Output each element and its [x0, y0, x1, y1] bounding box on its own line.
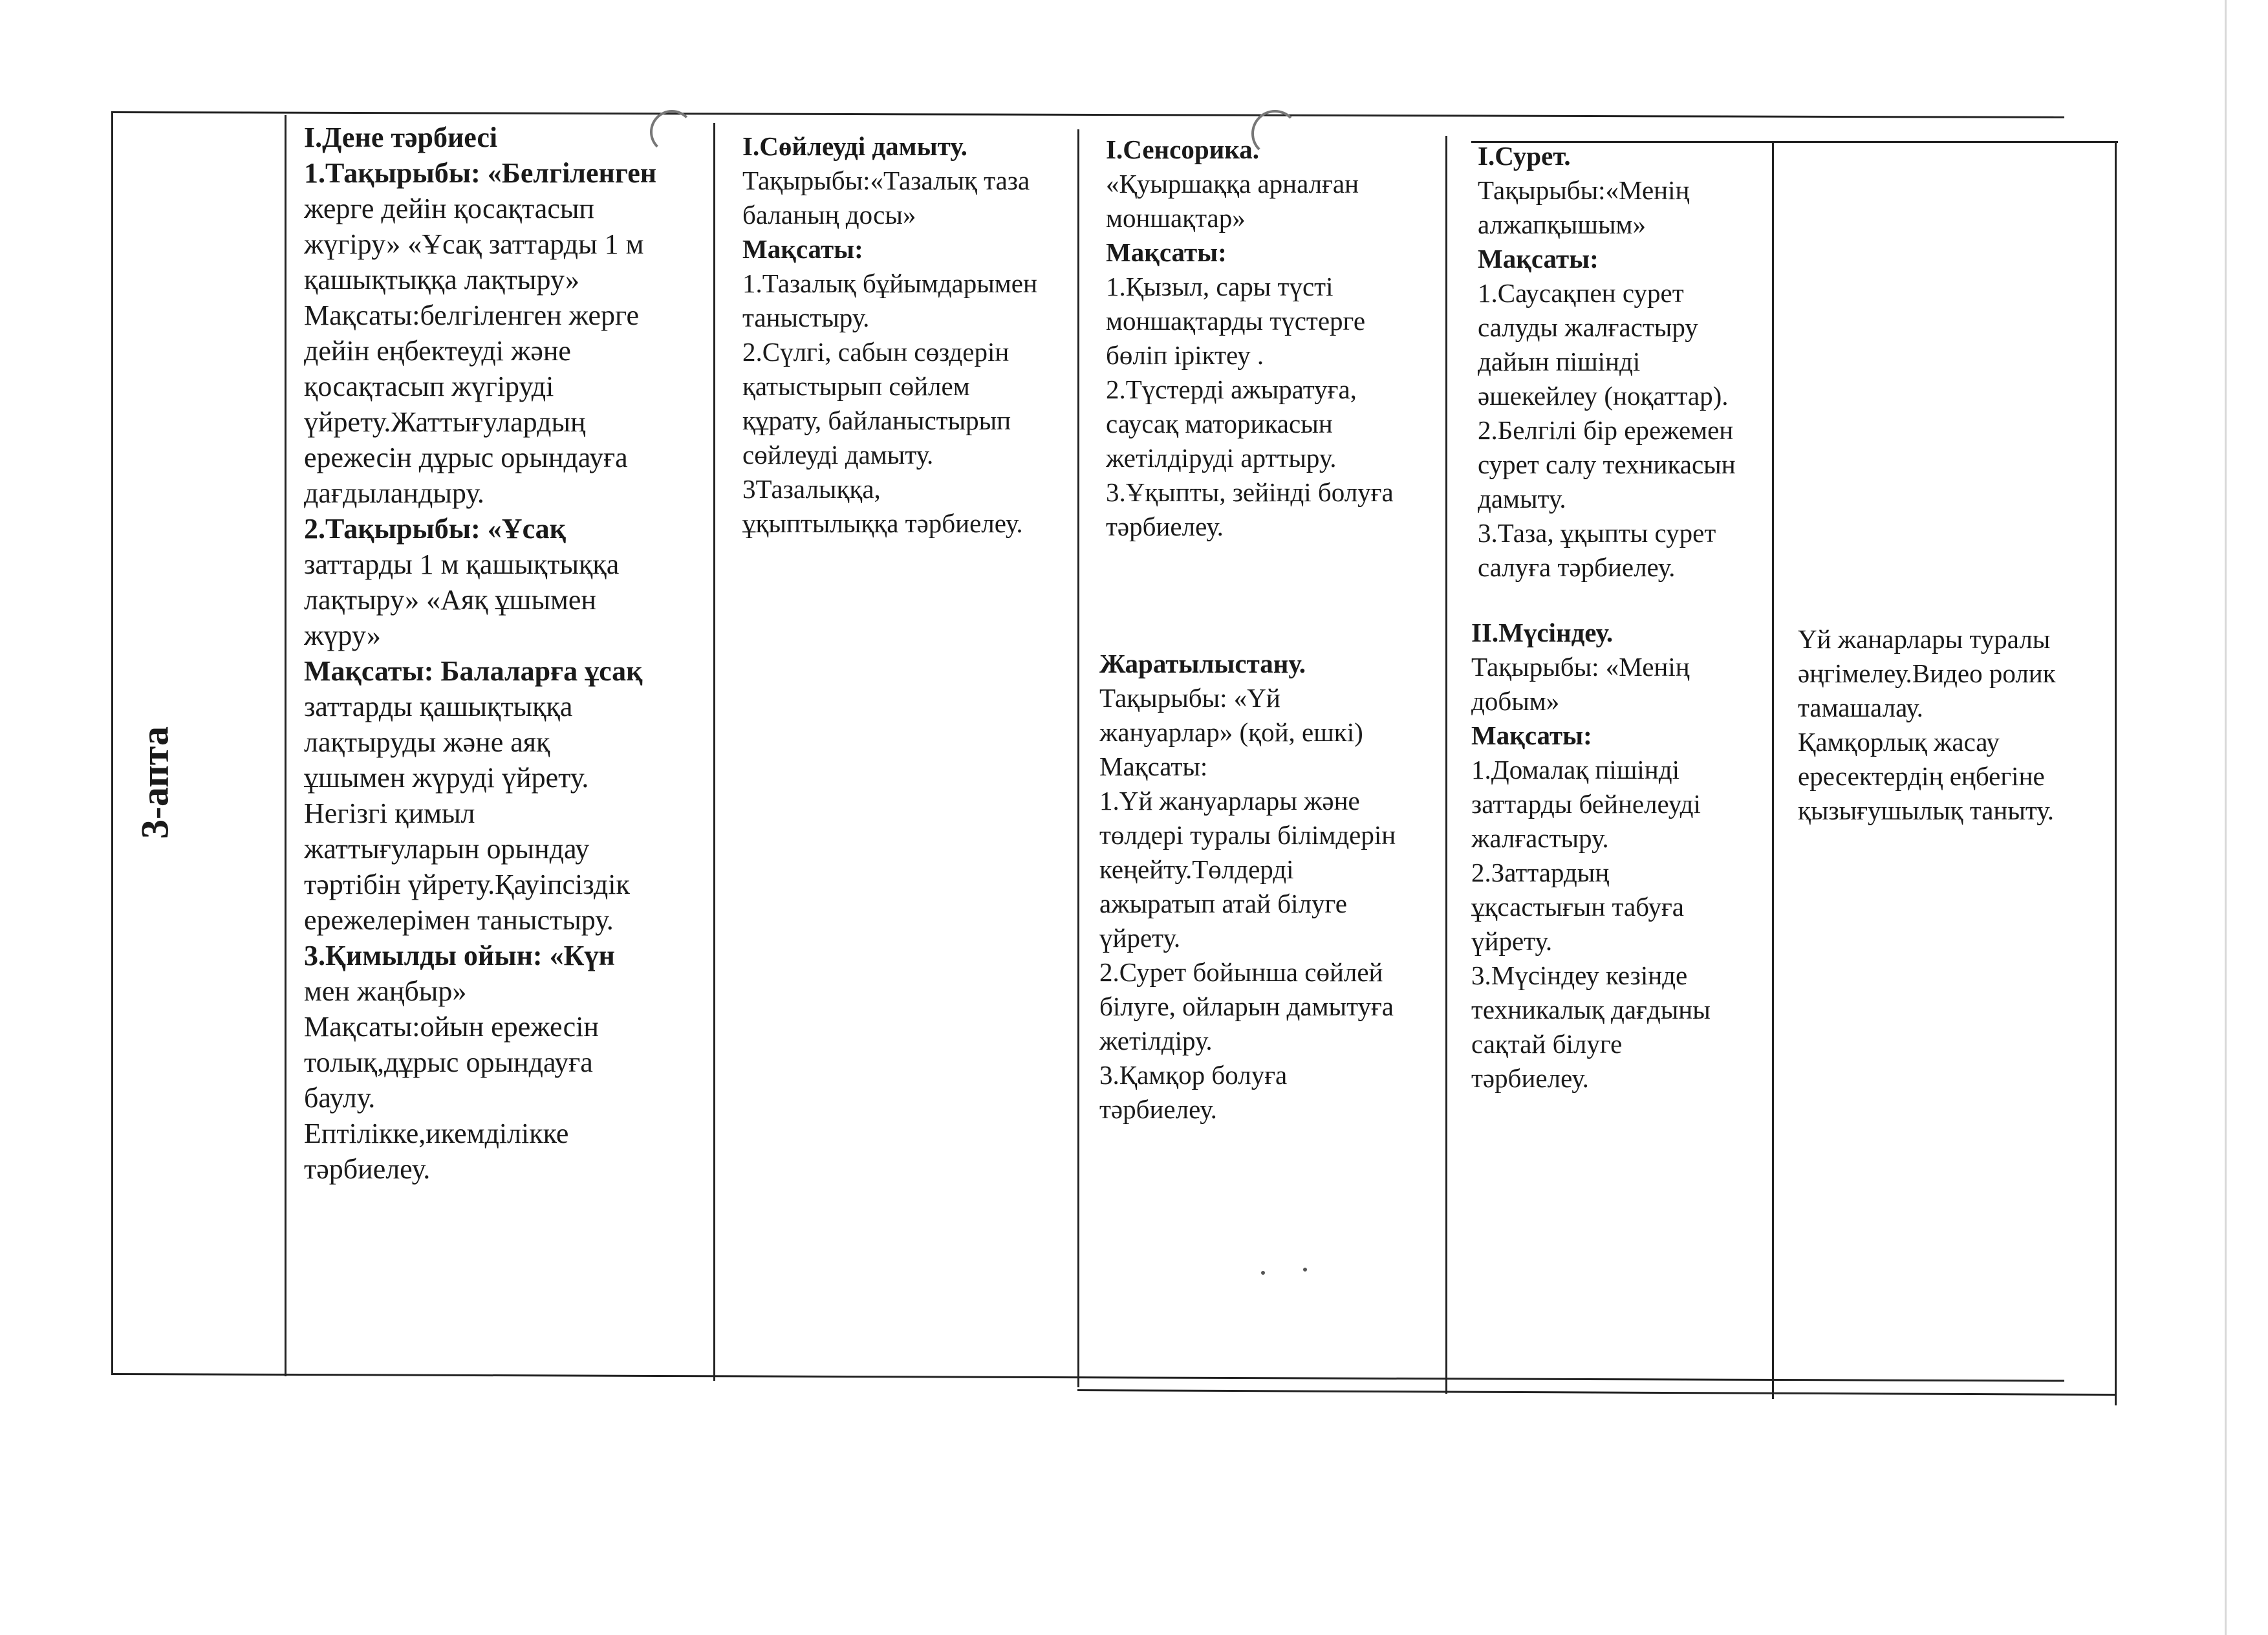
- text-line: дейін еңбектеуді және: [304, 335, 571, 367]
- text-line: 1.Домалақ пішінді: [1471, 755, 1679, 785]
- text-line: жерге дейін қосақтасып: [304, 193, 594, 224]
- text-line: добым»: [1471, 686, 1560, 716]
- text-line: үйрету.: [1471, 926, 1553, 956]
- text-line: ұқыптылыққа тәрбиелеу.: [742, 508, 1023, 538]
- col-divider-1: [285, 115, 286, 1376]
- punch-mark-1: [650, 110, 694, 154]
- text-line: 1.Тақырыбы: «Белгіленген: [304, 157, 657, 189]
- text-line: 2.Түстерді ажыратуға,: [1106, 374, 1357, 404]
- cell-speech-development: [742, 129, 1075, 550]
- text-line: дамыту.: [1478, 484, 1566, 514]
- text-line: Мақсаты:: [1471, 720, 1592, 750]
- text-line: 2.Сүлгі, сабын сөздерін: [742, 337, 1010, 367]
- text-line: жануарлар» (қой, ешкі): [1099, 717, 1363, 747]
- text-line: саусақ маторикасын: [1106, 409, 1333, 439]
- text-line: Мақсаты: Балаларға ұсақ: [304, 655, 643, 687]
- text-line: І.Сенсорика.: [1106, 135, 1260, 164]
- text-line: Мақсаты:ойын ережесін: [304, 1011, 599, 1043]
- table-bottom-border: [111, 1373, 2064, 1382]
- text-line: бөліп іріктеу .: [1106, 340, 1264, 370]
- text-line: үйрету.Жаттығулардың: [304, 406, 586, 438]
- text-line: қызығушылық таныту.: [1798, 796, 2054, 825]
- text-line: Қамқорлық жасау: [1798, 727, 2000, 757]
- text-line: ережелерімен таныстыру.: [304, 904, 614, 936]
- text-line: Мақсаты:: [1106, 237, 1227, 267]
- text-line: 2.Сурет бойынша сөйлей: [1099, 957, 1383, 987]
- text-line: Мақсаты:: [1099, 752, 1208, 781]
- table-top-border: [111, 111, 2064, 118]
- text-line: таныстыру.: [742, 303, 870, 332]
- text-line: І.Дене тәрбиесі: [304, 122, 498, 153]
- text-line: Тақырыбы: «Менің: [1471, 652, 1690, 682]
- text-line: моншақтарды түстерге: [1106, 306, 1366, 336]
- text-line: кеңейту.Төлдерді: [1099, 854, 1294, 884]
- text-line: Жаратылыстану.: [1099, 649, 1306, 678]
- text-line: қосақтасып жүгіруді: [304, 371, 554, 402]
- text-line: қашықтыққа лақтыру»: [304, 264, 579, 296]
- text-line: Ептілікке,икемділікке: [304, 1118, 569, 1149]
- text-line: 2.Тақырыбы: «Ұсақ: [304, 513, 566, 545]
- week-label-text: 3-апта: [133, 726, 177, 839]
- text-line: 3.Қимылды ойын: «Күн: [304, 940, 615, 971]
- text-line: 3.Ұқыпты, зейінді болуға: [1106, 477, 1394, 507]
- text-line: сақтай білуге: [1471, 1029, 1623, 1059]
- cell-modeling: [1471, 616, 1769, 1133]
- text-line: жүгіру» «Ұсақ заттарды 1 м: [304, 228, 644, 260]
- text-line: 1.Үй жануарлары және: [1099, 786, 1360, 816]
- text-line: тәрбиелеу.: [1471, 1063, 1589, 1093]
- text-line: «Қуыршаққа арналған: [1106, 169, 1359, 199]
- text-line: Үй жанарлары туралы: [1798, 624, 2051, 654]
- text-line: үйрету.: [1099, 923, 1181, 953]
- text-line: ажыратып атай білуге: [1099, 889, 1347, 918]
- cell-physical-education: [304, 120, 711, 1232]
- text-line: 3.Таза, ұқыпты сурет: [1478, 518, 1716, 548]
- text-line: ересектердің еңбегіне: [1798, 761, 2045, 791]
- text-line: сурет салу техникасын: [1478, 449, 1736, 479]
- text-line: жетілдіру.: [1099, 1026, 1213, 1056]
- cell-drawing: [1478, 139, 1772, 592]
- table-bottom-right: [1077, 1389, 2116, 1396]
- text-line: төлдері туралы білімдерін: [1099, 820, 1396, 850]
- text-line: 1.Тазалық бұйымдарымен: [742, 268, 1037, 298]
- text-line: Тақырыбы: «Үй: [1099, 683, 1280, 713]
- text-line: І.Сурет.: [1478, 141, 1571, 171]
- text-line: тәрбиелеу.: [1099, 1094, 1217, 1124]
- table-right-border: [2115, 141, 2117, 1405]
- text-line: ұшымен жүруді үйрету.: [304, 762, 589, 794]
- text-line: Мақсаты:белгіленген жерге: [304, 299, 639, 331]
- text-line: 3.Қамқор болуға: [1099, 1060, 1288, 1090]
- text-line: Негізгі қимыл: [304, 797, 475, 829]
- text-line: салуға тәрбиелеу.: [1478, 552, 1676, 582]
- text-line: заттарды бейнелеуді: [1471, 789, 1701, 819]
- text-line: дағдыландыру.: [304, 477, 484, 509]
- text-line: жаттығуларын орындау: [304, 833, 590, 865]
- text-line: сөйлеуді дамыту.: [742, 440, 934, 470]
- text-line: лақтыруды және аяқ: [304, 726, 550, 758]
- text-line: мен жаңбыр»: [304, 975, 467, 1007]
- text-line: Мақсаты:: [742, 234, 863, 264]
- text-line: 1.Саусақпен сурет: [1478, 278, 1684, 308]
- week-label: [133, 718, 177, 847]
- text-line: қатыстырып сөйлем: [742, 371, 970, 401]
- text-line: білуге, ойларын дамытуға: [1099, 991, 1394, 1021]
- speck-2: [1261, 1271, 1265, 1275]
- text-line: 3Тазалыққа,: [742, 474, 881, 504]
- text-line: ІІ.Мүсіндеу.: [1471, 618, 1614, 647]
- col-divider-2: [713, 123, 715, 1381]
- text-line: жетілдіруді арттыру.: [1106, 443, 1337, 473]
- text-line: толық,дұрыс орындауға: [304, 1046, 593, 1078]
- cell-natural-science: [1099, 647, 1449, 1164]
- text-line: алжапқышым»: [1478, 210, 1646, 239]
- text-line: тәртібін үйрету.Қауіпсіздік: [304, 869, 630, 900]
- text-line: әшекейлеу (ноқаттар).: [1478, 381, 1729, 411]
- text-line: техникалық дағдыны: [1471, 995, 1711, 1024]
- text-line: моншақтар»: [1106, 203, 1246, 233]
- text-line: ұқсастығын табуға: [1471, 892, 1684, 922]
- text-line: Тақырыбы:«Менің: [1478, 175, 1690, 205]
- speck: [1303, 1268, 1307, 1272]
- text-line: әңгімелеу.Видео ролик: [1798, 658, 2056, 688]
- text-line: тәрбиелеу.: [1106, 512, 1224, 541]
- text-line: жалғастыру.: [1471, 823, 1609, 853]
- text-line: жүру»: [304, 620, 381, 651]
- text-line: баланың досы»: [742, 200, 916, 230]
- text-line: Тақырыбы:«Тазалық таза: [742, 166, 1030, 195]
- text-line: ережесін дұрыс орындауға: [304, 442, 628, 473]
- cell-family-work: [1798, 622, 2115, 881]
- text-line: І.Сөйлеуді дамыту.: [742, 131, 967, 161]
- text-line: 2.Белгілі бір ережемен: [1478, 415, 1734, 445]
- text-line: тамашалау.: [1798, 693, 1923, 722]
- col-divider-3: [1077, 129, 1079, 1387]
- text-line: 3.Мүсіндеу кезінде: [1471, 960, 1688, 990]
- text-line: заттарды 1 м қашықтыққа: [304, 548, 620, 580]
- text-line: 2.Заттардың: [1471, 858, 1610, 887]
- col-divider-5: [1772, 141, 1774, 1399]
- text-line: лақтыру» «Аяқ ұшымен: [304, 584, 596, 616]
- text-line: тәрбиелеу.: [304, 1153, 431, 1185]
- table-left-border: [111, 111, 113, 1374]
- punch-mark-2: [1251, 110, 1299, 157]
- text-line: Мақсаты:: [1478, 244, 1599, 274]
- text-line: баулу.: [304, 1082, 376, 1114]
- text-line: салуды жалғастыру: [1478, 312, 1698, 342]
- text-line: құрату, байланыстырып: [742, 406, 1011, 435]
- cell-sensorics: [1106, 133, 1445, 553]
- text-line: дайын пішінді: [1478, 347, 1641, 376]
- text-line: заттарды қашықтыққа: [304, 691, 573, 722]
- text-line: 1.Қызыл, сары түсті: [1106, 272, 1334, 301]
